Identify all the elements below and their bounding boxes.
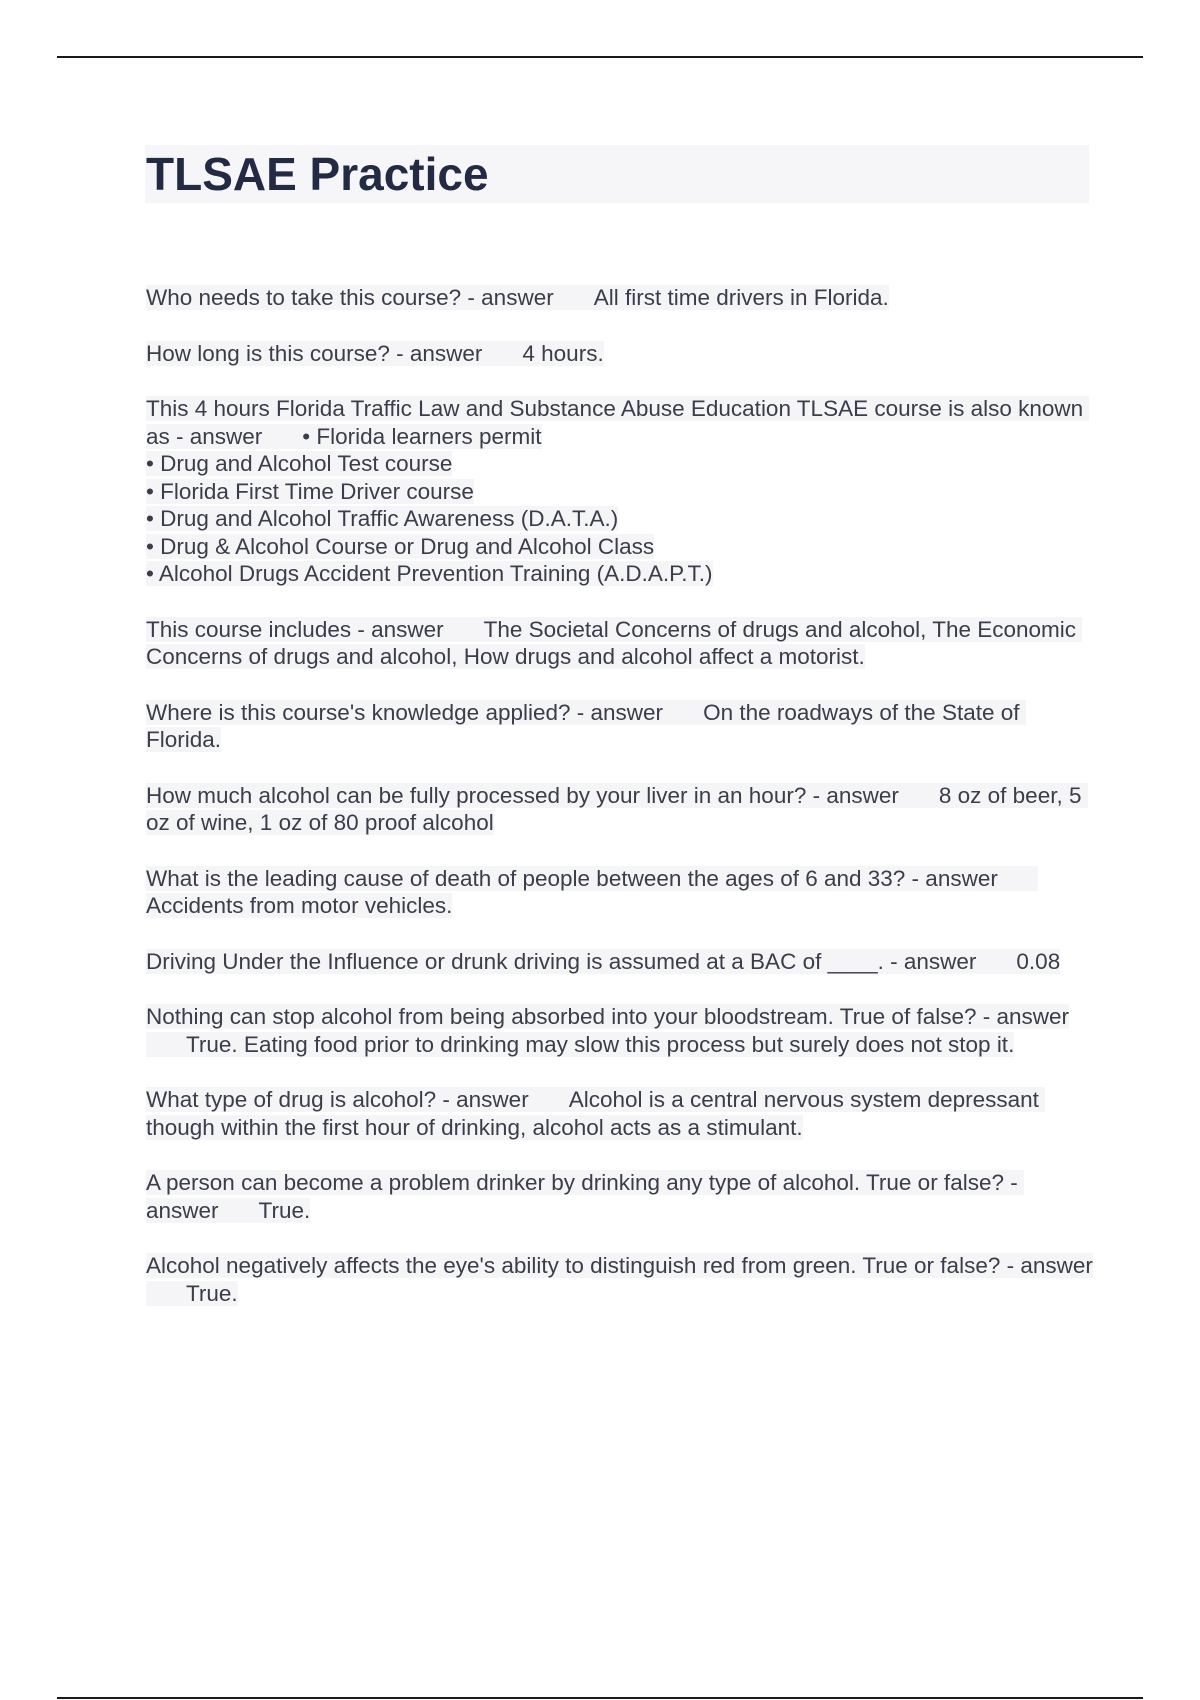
question-text: Who needs to take this course? - answer bbox=[146, 285, 554, 310]
question-text: What type of drug is alcohol? - answer bbox=[146, 1087, 529, 1112]
qa-item bbox=[146, 616, 1096, 671]
question-text: How long is this course? - answer bbox=[146, 340, 483, 366]
question-text: What is the leading cause of death of people between the ages of 6 and 33? - answer bbox=[146, 865, 998, 891]
question-text: Nothing can stop alcohol from being absorbed into your bloodstream. True of false? - answer bbox=[146, 1004, 1070, 1029]
bottom-rule bbox=[57, 1697, 1143, 1699]
qa-item bbox=[146, 395, 1096, 588]
question-text: A person can become a problem drinker by drinking any type of alcohol. True or false? - answer bbox=[146, 1170, 1024, 1223]
qa-item bbox=[146, 284, 1096, 312]
question-text: Driving Under the Influence or drunk driving is assumed at a BAC of ____. - answer bbox=[146, 948, 977, 974]
answer-text: On the roadways of the State of Florida. bbox=[146, 699, 1026, 752]
top-rule bbox=[57, 56, 1143, 58]
qa-item bbox=[146, 782, 1096, 837]
qa-item bbox=[146, 1169, 1096, 1224]
answer-text: True. bbox=[258, 1197, 311, 1223]
answer-text: True. Eating food prior to drinking may slow this process but surely does not stop it. bbox=[186, 1031, 1015, 1057]
answer-text: Accidents from motor vehicles. bbox=[146, 893, 453, 918]
answer-text: 4 hours. bbox=[522, 340, 604, 366]
qa-item bbox=[146, 1252, 1096, 1307]
answer-text: True. bbox=[186, 1280, 238, 1306]
question-text: Where is this course's knowledge applied? - answer bbox=[146, 699, 664, 725]
qa-item bbox=[146, 1086, 1096, 1141]
answer-text: All first time drivers in Florida. bbox=[593, 285, 889, 310]
answer-text: 8 oz of beer, 5 oz of wine, 1 oz of 80 proof alcohol bbox=[146, 782, 1088, 835]
qa-item bbox=[146, 1003, 1096, 1058]
answer-text: • Florida learners permit • Drug and Alcohol Test course • Florida First Time Driver course • Drug and Alcohol Traffic Awareness (D.A.T.A.) • Drug & Alcohol Course or Drug and Alcohol Class • Alcohol Drugs Accident Prevention Training (A.D.A.P.T.) bbox=[146, 423, 713, 586]
answer-text: The Societal Concerns of drugs and alcohol, The Economic Concerns of drugs and alcohol, How drugs and alcohol affect a motorist. bbox=[146, 616, 1083, 669]
qa-list bbox=[146, 284, 1096, 1335]
answer-text: 0.08 bbox=[1016, 948, 1061, 974]
question-text: Alcohol negatively affects the eye's ability to distinguish red from green. True or false? - answer bbox=[146, 1253, 1093, 1278]
question-text: How much alcohol can be fully processed by your liver in an hour? - answer bbox=[146, 782, 899, 808]
qa-item bbox=[146, 948, 1096, 976]
qa-item bbox=[146, 865, 1096, 920]
page-title: TLSAE Practice bbox=[146, 148, 489, 200]
answer-text: Alcohol is a central nervous system depressant though within the first hour of drinking, alcohol acts as a stimulant. bbox=[146, 1087, 1046, 1140]
question-text: This course includes - answer bbox=[146, 616, 444, 642]
question-text: This 4 hours Florida Traffic Law and Substance Abuse Education TLSAE course is also known as - answer bbox=[146, 396, 1090, 449]
qa-item bbox=[146, 340, 1096, 368]
qa-item bbox=[146, 699, 1096, 754]
